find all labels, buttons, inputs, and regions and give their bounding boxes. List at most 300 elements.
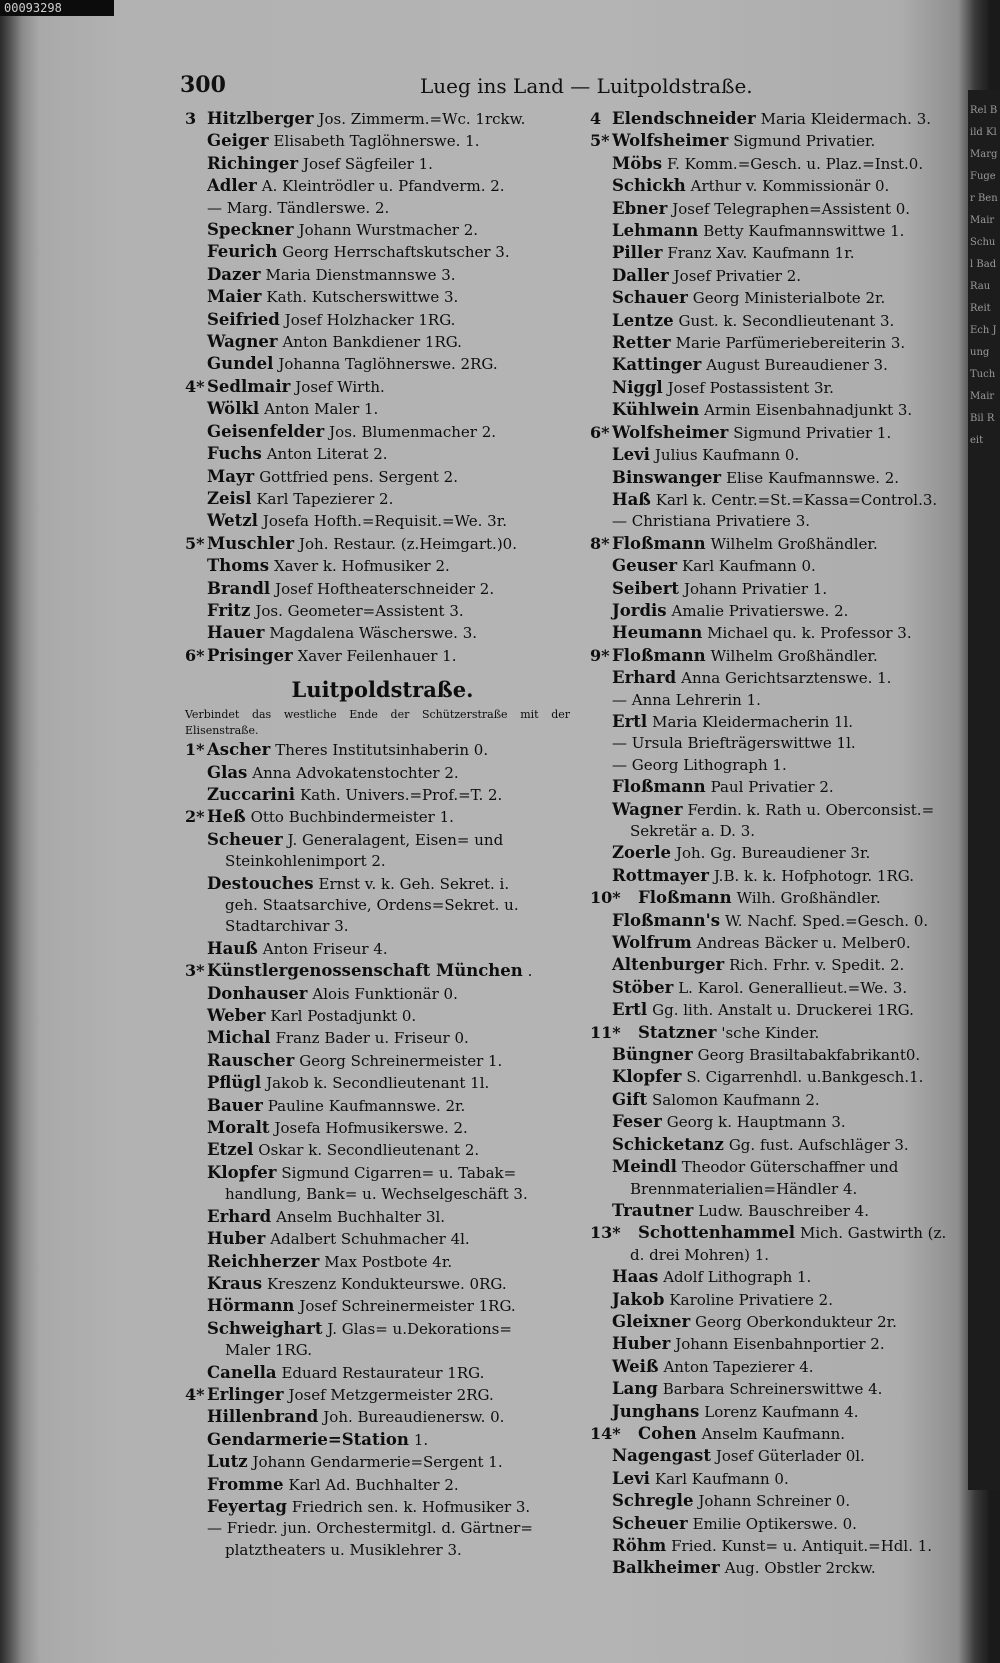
resident-details: Theodor Güterschaffner und (681, 1158, 899, 1177)
left-column (185, 108, 580, 1561)
entry-continuation (185, 895, 580, 916)
directory-entry (590, 776, 950, 798)
resident-surname: Klopfer (612, 1067, 682, 1087)
resident-surname: Junghans (612, 1401, 700, 1421)
resident-details: Joh. Bureaudienersw. 0. (323, 1408, 505, 1427)
resident-surname: Sedlmair (207, 376, 291, 396)
resident-details: Karl Postadjunkt 0. (270, 1007, 417, 1026)
directory-entry (590, 555, 950, 577)
resident-details: Xaver Feilenhauer 1. (297, 646, 457, 665)
resident-surname: Schickh (612, 176, 686, 196)
resident-details: Alois Funktionär 0. (312, 984, 458, 1003)
resident-surname: Etzel (207, 1140, 254, 1160)
resident-details: Karl Kaufmann 0. (654, 1469, 789, 1488)
resident-surname: Ascher (207, 740, 271, 760)
directory-entry (590, 265, 950, 287)
resident-surname: Jakob (612, 1289, 665, 1309)
resident-surname: Nagengast (612, 1446, 711, 1466)
resident-surname: Fromme (207, 1474, 284, 1494)
directory-entry (590, 1557, 950, 1579)
resident-surname: Jordis (612, 600, 667, 620)
resident-surname: Feurich (207, 242, 278, 262)
house-number: 4* (185, 376, 205, 396)
house-number: 4 (590, 109, 602, 128)
resident-surname: Trautner (612, 1200, 694, 1220)
resident-details: Xaver k. Hofmusiker 2. (273, 557, 450, 576)
resident-details: Eduard Restaurateur 1RG. (281, 1363, 485, 1382)
resident-surname: Wagner (207, 332, 278, 352)
resident-details: Johanna Taglöhnerswe. 2RG. (278, 355, 498, 374)
street-note: Verbindet das westliche Ende der Schützerstraße mit der Elisenstraße. (185, 708, 570, 738)
directory-entry (590, 399, 950, 421)
resident-surname: Gift (612, 1089, 648, 1109)
resident-surname: Bauer (207, 1095, 263, 1115)
directory-entry (185, 398, 580, 420)
directory-entry (185, 510, 580, 532)
resident-details: Kreszenz Kondukteurswe. 0RG. (266, 1274, 507, 1293)
resident-details: Oskar k. Secondlieutenant 2. (258, 1141, 480, 1160)
resident-details: Josefa Hofth.=Requisit.=We. 3r. (262, 512, 507, 531)
directory-entry (590, 1378, 950, 1400)
resident-surname: Weiß (612, 1356, 659, 1376)
resident-surname: Wagner (612, 799, 683, 819)
resident-surname: Altenburger (612, 955, 725, 975)
resident-details: F. Komm.=Gesch. u. Plaz.=Inst.0. (667, 154, 924, 173)
resident-details: Elisabeth Taglöhnerswe. 1. (273, 132, 480, 151)
resident-surname: Geiger (207, 131, 269, 151)
resident-surname: Schottenhammel (638, 1223, 796, 1243)
resident-surname: Schweighart (207, 1318, 323, 1338)
resident-details: J. Glas= u.Dekorations= (327, 1319, 512, 1338)
resident-details: J. Generalagent, Eisen= und (287, 830, 504, 849)
resident-details: S. Cigarrenhdl. u.Bankgesch.1. (686, 1068, 924, 1087)
resident-surname: Floßmann (612, 777, 706, 797)
directory-entry (590, 1333, 950, 1355)
resident-surname: Glas (207, 762, 248, 782)
resident-details: Elise Kaufmannswe. 2. (726, 468, 900, 487)
resident-details: — Christiana Privatiere 3. (612, 512, 811, 531)
resident-surname: Ertl (612, 1000, 648, 1020)
resident-surname: Hörmann (207, 1296, 295, 1316)
resident-surname: Dazer (207, 264, 261, 284)
directory-entry (185, 175, 580, 197)
resident-details: Joh. Gg. Bureaudiener 3r. (675, 844, 871, 863)
resident-surname: Künstlergenossenschaft München (207, 961, 523, 981)
directory-entry (185, 1518, 580, 1539)
directory-entry (590, 511, 950, 532)
directory-entry (185, 1273, 580, 1295)
resident-surname: Ertl (612, 711, 648, 731)
resident-surname: Scheuer (612, 1513, 688, 1533)
resident-details: Franz Xav. Kaufmann 1r. (667, 244, 855, 263)
resident-details: Barbara Schreinerswittwe 4. (662, 1380, 883, 1399)
resident-surname: Erhard (612, 668, 677, 688)
resident-surname: Brandl (207, 578, 271, 598)
resident-details: Ludw. Bauschreiber 4. (698, 1201, 869, 1220)
resident-details: Joh. Restaur. (z.Heimgart.)0. (299, 534, 517, 553)
resident-details: Jakob k. Secondlieutenant 1l. (266, 1074, 490, 1093)
resident-details: Jos. Blumenmacher 2. (329, 422, 497, 441)
resident-details: Michael qu. k. Professor 3. (707, 624, 912, 643)
directory-entry (590, 865, 950, 887)
resident-details: Karl k. Centr.=St.=Kassa=Control.3. (655, 490, 938, 509)
resident-details: Sigmund Privatier 1. (733, 423, 892, 442)
resident-details: Anna Gerichtsarztenswe. 1. (681, 669, 892, 688)
resident-details: Josef Privatier 2. (673, 266, 802, 285)
resident-details: Armin Eisenbahnadjunkt 3. (704, 401, 913, 420)
directory-entry (185, 1139, 580, 1161)
resident-details: Georg Herrschaftskutscher 3. (282, 243, 510, 262)
resident-surname: Hillenbrand (207, 1407, 319, 1427)
directory-entry (590, 242, 950, 264)
entry-continuation (590, 821, 950, 842)
directory-entry (590, 600, 950, 622)
resident-details: Emilie Optikerswe. 0. (692, 1514, 857, 1533)
resident-details: Karl Kaufmann 0. (682, 557, 816, 576)
house-number: 14* (590, 1423, 621, 1443)
resident-surname: Zeisl (207, 488, 252, 508)
resident-details: Ernst v. k. Geh. Sekret. i. (318, 874, 510, 893)
resident-details: A. Kleintrödler u. Pfandverm. 2. (261, 177, 505, 196)
house-number: 10* (590, 888, 621, 908)
directory-entry (590, 1044, 950, 1066)
resident-details: Josef Metzgermeister 2RG. (288, 1385, 494, 1404)
resident-surname: Haas (612, 1267, 659, 1287)
resident-details: Maler 1RG. (225, 1341, 312, 1360)
resident-details: Georg Schreinermeister 1. (299, 1051, 503, 1070)
directory-entry (590, 954, 950, 976)
resident-details: August Bureaudiener 3. (706, 356, 888, 375)
resident-details: Anton Friseur 4. (262, 939, 388, 958)
resident-surname: Muschler (207, 533, 295, 553)
directory-entry (590, 1445, 950, 1467)
resident-surname: Hauer (207, 623, 265, 643)
resident-surname: Gendarmerie=Station (207, 1429, 409, 1449)
directory-entry (590, 690, 950, 711)
resident-details: — Marg. Tändlerswe. 2. (207, 198, 390, 217)
resident-details: Josef Holzhacker 1RG. (284, 310, 456, 329)
resident-surname: Floßmann (612, 533, 706, 553)
resident-surname: Mayr (207, 466, 255, 486)
directory-entry (185, 1117, 580, 1139)
resident-surname: Richinger (207, 153, 299, 173)
directory-entry (590, 887, 950, 909)
directory-entry (185, 1162, 580, 1184)
resident-surname: Binswanger (612, 467, 722, 487)
directory-entry (185, 829, 580, 851)
resident-surname: Reichherzer (207, 1251, 320, 1271)
directory-entry (185, 1496, 580, 1518)
entry-list-right (590, 108, 950, 1580)
directory-entry (185, 1027, 580, 1049)
directory-entry (590, 1535, 950, 1557)
resident-details: Johann Eisenbahnportier 2. (675, 1335, 885, 1354)
resident-surname: Seibert (612, 578, 680, 598)
resident-details: Fried. Kunst= u. Antiquit.=Hdl. 1. (671, 1537, 933, 1555)
resident-details: Gottfried pens. Sergent 2. (259, 467, 458, 486)
house-number: 9* (590, 645, 610, 665)
resident-surname: Lehmann (612, 221, 699, 241)
resident-surname: Hauß (207, 938, 258, 958)
resident-details: Maria Kleidermacherin 1l. (652, 712, 854, 731)
directory-entry (185, 286, 580, 308)
directory-entry (185, 130, 580, 152)
resident-surname: Statzner (638, 1022, 717, 1042)
directory-entry (590, 1089, 950, 1111)
resident-surname: Pflügl (207, 1073, 262, 1093)
resident-details: Betty Kaufmannswittwe 1. (703, 222, 905, 241)
resident-surname: Prisinger (207, 645, 293, 665)
resident-surname: Erhard (207, 1206, 272, 1226)
resident-surname: Schregle (612, 1491, 694, 1511)
directory-entry (590, 799, 950, 821)
resident-details: Theres Institutsinhaberin 0. (275, 741, 489, 760)
resident-details: Anselm Kaufmann. (701, 1424, 846, 1443)
page-number: 300 (180, 72, 226, 98)
resident-surname: Fritz (207, 600, 251, 620)
directory-entry (590, 1490, 950, 1512)
resident-details: Kath. Kutscherswittwe 3. (266, 288, 459, 307)
resident-surname: Levi (612, 1468, 650, 1488)
resident-details: Gg. fust. Aufschläger 3. (728, 1135, 909, 1154)
directory-entry (590, 130, 950, 152)
resident-details: Johann Schreiner 0. (698, 1492, 851, 1511)
resident-details: Josef Hoftheaterschneider 2. (275, 579, 495, 598)
resident-surname: Heumann (612, 623, 703, 643)
house-number: 5* (185, 533, 205, 553)
directory-entry (185, 1474, 580, 1496)
directory-entry (590, 999, 950, 1021)
resident-surname: Weber (207, 1006, 266, 1026)
resident-details: — Ursula Briefträgerswittwe 1l. (612, 734, 856, 753)
house-number: 6* (185, 645, 205, 665)
resident-details: Friedrich sen. k. Hofmusiker 3. (291, 1497, 531, 1516)
resident-surname: Hitzlberger (207, 109, 314, 128)
scan-id-mark: 00093298 (0, 0, 114, 16)
resident-surname: Seifried (207, 309, 280, 329)
resident-surname: Wetzl (207, 511, 258, 531)
resident-details: Pauline Kaufmannswe. 2r. (267, 1096, 466, 1115)
resident-surname: Floßmann (612, 645, 706, 665)
resident-surname: Canella (207, 1362, 277, 1382)
directory-entry (185, 466, 580, 488)
resident-details: . (527, 962, 533, 981)
resident-surname: Schicketanz (612, 1134, 724, 1154)
house-number: 13* (590, 1223, 621, 1243)
directory-entry (590, 910, 950, 932)
resident-surname: Kühlwein (612, 400, 700, 420)
resident-details: Johann Privatier 1. (683, 579, 828, 598)
directory-entry (185, 1406, 580, 1428)
resident-details: — Anna Lehrerin 1. (612, 690, 761, 709)
resident-details: d. drei Mohren) 1. (630, 1245, 770, 1264)
resident-details: Anton Tapezierer 4. (663, 1357, 814, 1376)
directory-entry (185, 264, 580, 286)
right-column (590, 108, 950, 1580)
resident-details: Sigmund Cigarren= u. Tabak= (281, 1163, 517, 1182)
directory-entry (590, 377, 950, 399)
resident-surname: Huber (612, 1334, 671, 1354)
resident-details: Josef Güterlader 0l. (715, 1447, 865, 1466)
resident-surname: Destouches (207, 873, 314, 893)
directory-entry (590, 354, 950, 376)
directory-entry (185, 1095, 580, 1117)
resident-details: handlung, Bank= u. Wechselgeschäft 3. (225, 1185, 528, 1204)
resident-surname: Fuchs (207, 444, 262, 464)
directory-entry (590, 645, 950, 667)
resident-surname: Lentze (612, 310, 674, 330)
directory-entry (185, 443, 580, 465)
resident-surname: Levi (612, 445, 650, 465)
directory-entry (590, 932, 950, 954)
directory-entry (185, 533, 580, 555)
directory-entry (590, 1022, 950, 1044)
resident-details: Magdalena Wäscherswe. 3. (269, 624, 478, 643)
resident-details: Sigmund Privatier. (733, 132, 876, 151)
adjacent-page-text: Rel Bild Kl Marg Fuger Ben Mair Schul Bad Rau Reit Ech Jung Tuch Mair Bil Reit (970, 105, 998, 446)
directory-entry (185, 376, 580, 398)
resident-details: geh. Staatsarchive, Ordens=Sekret. u. (225, 896, 519, 914)
resident-details: Adolf Lithograph 1. (663, 1268, 812, 1287)
resident-surname: Wolfsheimer (612, 131, 729, 151)
resident-surname: Speckner (207, 220, 294, 240)
resident-details: Karl Tapezierer 2. (256, 489, 394, 508)
directory-entry (185, 1251, 580, 1273)
directory-entry (590, 153, 950, 175)
page-header (180, 72, 753, 102)
resident-details: Josef Schreinermeister 1RG. (299, 1297, 516, 1316)
entry-continuation (185, 1340, 580, 1361)
resident-details: 1. (413, 1430, 429, 1449)
directory-entry (185, 645, 580, 667)
resident-details: Franz Bader u. Friseur 0. (275, 1029, 469, 1048)
resident-details: Otto Buchbindermeister 1. (250, 808, 454, 827)
house-number: 2* (185, 807, 205, 827)
resident-surname: Meindl (612, 1157, 677, 1177)
resident-details: Anton Literat 2. (266, 445, 388, 464)
resident-surname: Balkheimer (612, 1558, 720, 1578)
resident-details: Josef Postassistent 3r. (667, 378, 834, 397)
resident-details: Amalie Privatierswe. 2. (671, 601, 849, 620)
resident-surname: Scheuer (207, 829, 283, 849)
entry-continuation (185, 916, 580, 937)
house-number: 11* (590, 1022, 621, 1042)
resident-surname: Feser (612, 1112, 662, 1132)
resident-details: Sekretär a. D. 3. (630, 822, 756, 840)
resident-surname: Donhauser (207, 983, 308, 1003)
resident-surname: Zoerle (612, 843, 672, 863)
directory-entry (590, 711, 950, 733)
resident-details: Josefa Hofmusikerswe. 2. (274, 1119, 468, 1138)
resident-details: Jos. Zimmerm.=Wc. 1rckw. (318, 110, 526, 128)
resident-surname: Röhm (612, 1536, 667, 1555)
resident-surname: Stöber (612, 977, 674, 997)
resident-surname: Schauer (612, 288, 688, 308)
directory-entry (590, 175, 950, 197)
resident-details: Maria Dienstmannswe 3. (265, 265, 456, 284)
resident-surname: Heß (207, 807, 246, 827)
directory-entry (185, 421, 580, 443)
resident-details: Maria Kleidermach. 3. (760, 110, 932, 128)
directory-entry (590, 1222, 950, 1244)
house-number: 3 (185, 109, 197, 128)
house-number: 4* (185, 1384, 205, 1404)
resident-surname: Geuser (612, 556, 678, 576)
resident-details: Kath. Univers.=Prof.=T. 2. (300, 785, 503, 804)
resident-details: Johann Gendarmerie=Sergent 1. (252, 1453, 503, 1472)
resident-surname: Moralt (207, 1118, 270, 1138)
directory-entry (590, 1066, 950, 1088)
directory-entry (185, 1005, 580, 1027)
directory-entry (185, 739, 580, 761)
directory-entry (590, 444, 950, 466)
resident-details: L. Karol. Generallieut.=We. 3. (678, 978, 908, 997)
entry-continuation (185, 1540, 580, 1561)
house-number: 1* (185, 740, 205, 760)
resident-surname: Möbs (612, 153, 663, 173)
resident-surname: Huber (207, 1229, 266, 1249)
resident-details: Adalbert Schuhmacher 4l. (270, 1230, 470, 1249)
directory-entry (185, 331, 580, 353)
resident-surname: Ebner (612, 198, 668, 218)
resident-details: Josef Telegraphen=Assistent 0. (672, 199, 911, 218)
resident-details: Karl Ad. Buchhalter 2. (288, 1475, 459, 1494)
entry-continuation (185, 851, 580, 872)
house-number: 6* (590, 422, 610, 442)
resident-details: Rich. Frhr. v. Spedit. 2. (729, 956, 905, 975)
directory-entry (590, 1156, 950, 1178)
resident-details: Arthur v. Kommissionär 0. (690, 177, 890, 196)
resident-surname: Zuccarini (207, 784, 296, 804)
entry-list-lueg-ins-land (185, 108, 580, 667)
directory-entry (185, 1429, 580, 1451)
resident-details: Josef Wirth. (295, 377, 385, 396)
resident-details: W. Nachf. Sped.=Gesch. 0. (724, 911, 929, 930)
directory-entry (185, 108, 580, 130)
resident-details: Stadtarchivar 3. (225, 917, 349, 936)
directory-entry (590, 733, 950, 754)
house-number: 5* (590, 131, 610, 151)
directory-entry (590, 220, 950, 242)
directory-entry (185, 219, 580, 241)
resident-surname: Cohen (638, 1423, 697, 1443)
resident-details: Lorenz Kaufmann 4. (704, 1402, 859, 1421)
resident-details: Marie Parfümeriebereiterin 3. (675, 334, 906, 353)
resident-details: Anna Advokatenstochter 2. (252, 763, 459, 782)
directory-entry (590, 422, 950, 444)
directory-entry (590, 1134, 950, 1156)
directory-entry (590, 108, 950, 130)
resident-surname: Rottmayer (612, 865, 709, 885)
directory-entry (185, 1451, 580, 1473)
directory-entry (185, 762, 580, 784)
resident-surname: Haß (612, 489, 651, 509)
directory-entry (590, 310, 950, 332)
directory-entry (185, 153, 580, 175)
directory-entry (590, 1200, 950, 1222)
entry-continuation (590, 1245, 950, 1266)
directory-entry (590, 1266, 950, 1288)
directory-entry (185, 622, 580, 644)
resident-details: Anton Bankdiener 1RG. (282, 333, 462, 352)
resident-details: J.B. k. k. Hofphotogr. 1RG. (713, 866, 914, 885)
resident-surname: Gundel (207, 354, 274, 374)
resident-details: Paul Privatier 2. (710, 778, 834, 797)
resident-surname: Lutz (207, 1452, 248, 1472)
resident-surname: Erlinger (207, 1384, 284, 1404)
resident-surname: Maier (207, 287, 262, 307)
directory-entry (185, 353, 580, 375)
